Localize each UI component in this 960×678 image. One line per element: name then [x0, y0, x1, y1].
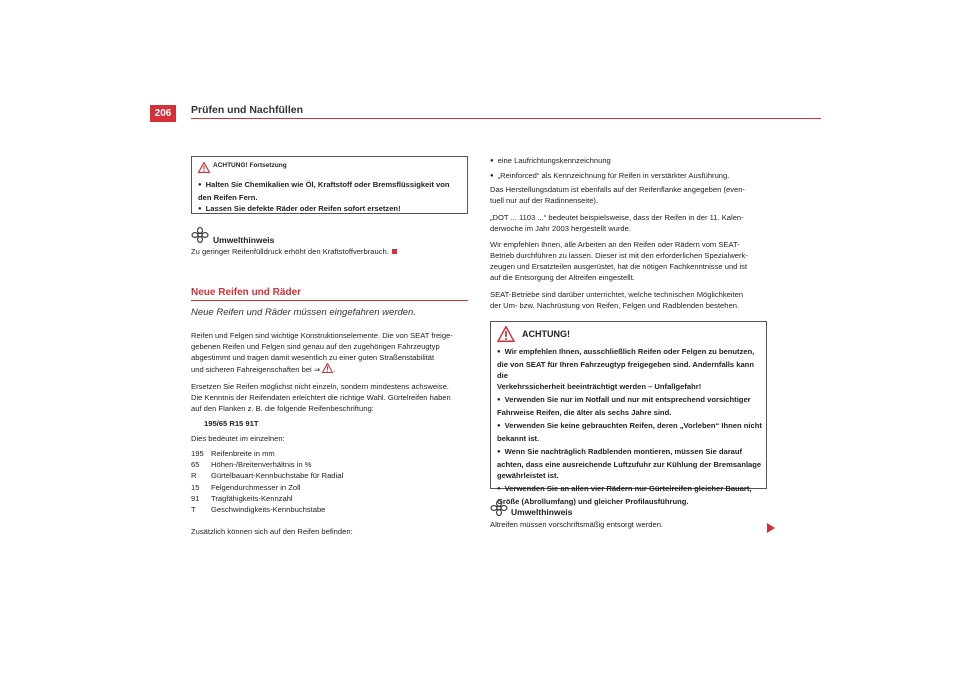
feature-bullets — [490, 155, 770, 183]
paragraph — [191, 381, 476, 414]
env-note-text-row — [191, 246, 397, 257]
text-line: ● Verwenden Sie nur im Notfall und nur mit entsprechend vorsichtiger — [497, 394, 763, 407]
text-line: SEAT-Betriebe sind darüber unterrichtet, welche technischen Möglichkeiten — [490, 290, 744, 299]
warning-item: ● Lassen Sie defekte Räder oder Reifen sofort ersetzen! — [198, 203, 462, 216]
text-line: ● Wir empfehlen Ihnen, ausschließlich Reifen oder Felgen zu benutzen, — [497, 346, 763, 359]
text-line: „DOT ... 1103 ...“ bedeutet beispielsweise, dass der Reifen in der 11. Kalen- — [490, 213, 744, 222]
meaning-intro: Dies bedeutet im einzelnen: — [191, 434, 285, 443]
env-note-title: Umwelthinweis — [511, 507, 573, 517]
paragraph — [191, 330, 476, 375]
text-line: Das Herstellungsdatum ist ebenfalls auf der Reifenflanke angegeben (even- — [490, 185, 745, 194]
list-code: R — [191, 471, 197, 481]
list-text: Höhen-/Breitenverhältnis in % — [211, 460, 312, 470]
text-line: gewährleistet ist. — [497, 471, 559, 480]
warning-list — [497, 346, 763, 507]
bullet-item: ● „Reinforced“ als Kennzeichnung für Reifen in verstärkter Ausführung. — [490, 170, 770, 183]
text-line: Fahrweise Reifen, die älter als sechs Jahre sind. — [497, 408, 672, 417]
text-line: abgestimmt und tragen damit wesentlich zu einer guten Straßenstabilität — [191, 353, 435, 362]
list-code: 65 — [191, 460, 200, 470]
text-line: derwoche im Jahr 2003 hergestellt wurde. — [490, 224, 631, 233]
section-rule — [191, 300, 468, 301]
warning-item — [497, 346, 763, 392]
text-line: Betrieb durchführen zu lassen. Dieser ist mit den erforderlichen Spezialwerk- — [490, 251, 748, 260]
text-line: auf die Entsorgung der Altreifen eingestellt. — [490, 273, 635, 282]
warning-item: ● Halten Sie Chemikalien wie Öl, Kraftstoff oder Bremsflüssigkeit von den Reifen Fern. — [198, 179, 462, 203]
text-line: gebenen Reifen und Felgen sind genau auf den zugehörigen Fahrzeugtyp — [191, 342, 440, 351]
section-title: Neue Reifen und Räder — [191, 287, 302, 298]
text-line: achten, dass eine ausreichende Luftzufuhr zur Kühlung der Bremsanlage — [497, 460, 762, 469]
end-marker — [392, 249, 397, 254]
list-item — [191, 493, 476, 504]
list-code: 91 — [191, 493, 200, 503]
text-line: auf den Flanken z. B. die folgende Reifenbeschriftung: — [191, 404, 374, 413]
text-line: Ersetzen Sie Reifen möglichst nicht einzeln, sondern mindestens achsweise. — [191, 382, 449, 391]
bullet-item: ● eine Laufrichtungskennzeichnung — [490, 155, 770, 168]
text-line: die von SEAT für Ihren Fahrzeugtyp freigegeben sind. Andernfalls kann die — [497, 360, 754, 380]
page-header: Prüfen und Nachfüllen — [191, 104, 304, 116]
warning-continued-box — [191, 156, 468, 214]
header-rule — [191, 118, 821, 119]
list-item — [191, 504, 476, 515]
list-item — [191, 459, 476, 470]
list-text: Tragfähigkeits-Kennzahl — [211, 493, 293, 503]
flower-icon — [490, 500, 508, 521]
list-item — [191, 470, 476, 481]
paragraph — [490, 184, 770, 206]
env-note-title: Umwelthinweis — [213, 235, 275, 245]
warning-reference-icon — [322, 363, 333, 373]
list-item — [191, 482, 476, 493]
text-line: tuell nur auf der Radinnenseite). — [490, 196, 599, 205]
list-text: Reifenbreite in mm — [211, 449, 275, 458]
warning-triangle-icon — [497, 326, 515, 347]
warning-title: ACHTUNG! — [522, 329, 570, 339]
next-page-arrow-icon[interactable] — [767, 520, 775, 538]
flower-icon — [191, 227, 209, 248]
list-item — [191, 448, 476, 459]
list-text: Gürtelbauart-Kennbuchstabe für Radial — [211, 471, 344, 481]
text-line: Wir empfehlen Ihnen, alle Arbeiten an den Reifen oder Rädern vom SEAT- — [490, 240, 740, 249]
text-line: und sicheren Fahreigenschaften bei ⇒ — [191, 365, 321, 374]
warning-triangle-icon — [198, 160, 210, 178]
warning-continued-title: ACHTUNG! Fortsetzung — [213, 162, 287, 169]
text-line: Größe (Abrollumfang) und gleicher Profilausführung. — [497, 497, 689, 506]
list-code: 15 — [191, 482, 200, 492]
warning-item — [497, 420, 763, 444]
env-note-text: Zu geringer Reifenfülldruck erhöht den Kraftstoffverbrauch. — [191, 247, 389, 256]
text-line: ● Verwenden Sie an allen vier Rädern nur Gürtelreifen gleicher Bauart, — [497, 483, 763, 496]
text-line: ● Wenn Sie nachträglich Radblenden montieren, müssen Sie darauf — [497, 446, 763, 459]
text-line: zeugen und Ersatzteilen ausgerüstet, hat die nötigen Fachkenntnisse und ist — [490, 262, 748, 271]
paragraph — [490, 289, 770, 311]
page-number: 206 — [150, 105, 176, 122]
list-code: 195 — [191, 449, 204, 458]
list-text: Felgendurchmesser in Zoll — [211, 482, 301, 492]
text-line: Verkehrssicherheit beeinträchtigt werden – Unfallgefahr! — [497, 382, 702, 391]
text-line-with-icon: und sicheren Fahreigenschaften bei ⇒ . — [191, 365, 336, 374]
closing-text: Zusätzlich können sich auf den Reifen befinden: — [191, 527, 353, 536]
section-subtitle: Neue Reifen und Räder müssen eingefahren werden. — [191, 307, 416, 318]
paragraph — [490, 212, 770, 234]
warning-item — [497, 394, 763, 418]
text-line: bekannt ist. — [497, 434, 540, 443]
list-text: Geschwindigkeits-Kennbuchstabe — [211, 505, 326, 515]
warning-item — [497, 446, 763, 481]
warning-box — [490, 321, 767, 506]
list-code: T — [191, 505, 196, 515]
env-note-text: Altreifen müssen vorschriftsmäßig entsorgt werden. — [490, 520, 664, 529]
text-line: Reifen und Felgen sind wichtige Konstruktionselemente. Die von SEAT freige- — [191, 331, 453, 340]
tire-code-list — [191, 448, 476, 515]
warning-item — [497, 483, 763, 507]
tire-designation: 195/65 R15 91T — [204, 419, 259, 428]
text-line: Die Kenntnis der Reifendaten erleichtert die richtige Wahl. Gürtelreifen haben — [191, 393, 451, 402]
paragraph — [490, 239, 770, 283]
text-line: der Um- bzw. Nachrüstung von Reifen, Felgen und Radblenden bestehen. — [490, 301, 740, 310]
text-line: ● Verwenden Sie keine gebrauchten Reifen, deren „Vorleben“ Ihnen nicht — [497, 420, 763, 433]
